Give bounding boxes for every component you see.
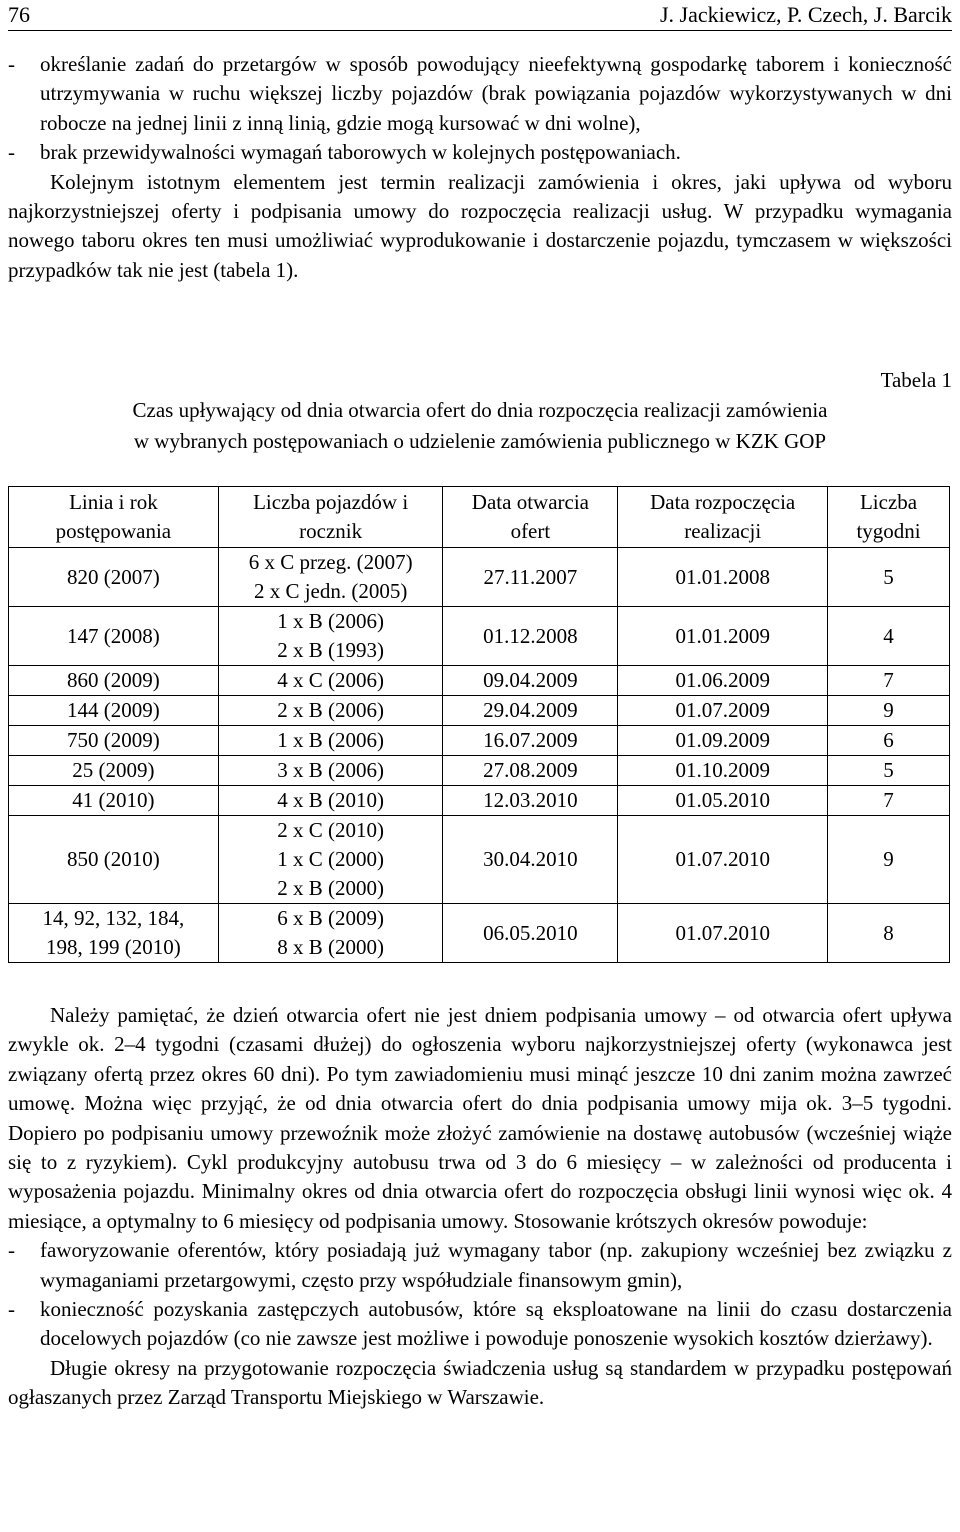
weeks-cell: 7 (828, 666, 950, 696)
vehicles-cell-line: 3 x B (2006) (277, 758, 385, 782)
line-cell-line: 147 (2008) (67, 623, 160, 648)
start-date-cell: 01.07.2009 (618, 696, 828, 726)
list-item-text: faworyzowanie oferentów, który posiadają już wymagany tabor (np. zakupiony wcześniej bez związku z wymaganiami przetargowymi, często przy współudziale finansowym gmin), (40, 1238, 952, 1292)
table-header-cell (828, 487, 950, 548)
vehicles-cell-line: 4 x B (2010) (277, 788, 385, 812)
table-row (9, 607, 950, 666)
paragraph: Długie okresy na przygotowanie rozpoczęcia świadczenia usług są standardem w przypadku postępowań ogłaszanych przez Zarząd Transportu Miejskiego w Warszawie. (8, 1355, 952, 1410)
weeks-cell: 9 (828, 816, 950, 904)
line-cell-line: 820 (2007) (67, 564, 160, 589)
vehicles-cell (218, 666, 443, 696)
table-header-cell (218, 487, 443, 548)
list-dash: - (8, 140, 15, 165)
start-date-cell: 01.07.2010 (618, 904, 828, 963)
table-row (9, 786, 950, 816)
table-row (9, 904, 950, 963)
header-line: postępowania (55, 519, 172, 543)
line-cell (9, 904, 219, 963)
vehicles-cell (218, 696, 443, 726)
line-cell-line: 41 (2010) (72, 788, 155, 812)
open-date-cell: 27.08.2009 (443, 756, 618, 786)
weeks-cell: 9 (828, 696, 950, 726)
table-header-cell (9, 487, 219, 548)
weeks-cell: 4 (828, 607, 950, 666)
weeks-cell: 5 (828, 548, 950, 607)
paragraph: Kolejnym istotnym elementem jest termin realizacji zamówienia i okres, jaki upływa od wyboru najkorzystniejszej oferty i podpisania umowy do rozpoczęcia realizacji usług. W przypadku wymagania nowego taboru okres ten musi umożliwiać wyprodukowanie i dostarczenie pojazdu, tymczasem w większości przypadków tak nie jest (tabela 1). (8, 169, 952, 282)
open-date-cell: 09.04.2009 (443, 666, 618, 696)
open-date-cell: 12.03.2010 (443, 786, 618, 816)
vehicles-cell-line: 2 x B (2006) (277, 698, 385, 722)
line-cell (9, 726, 219, 756)
header-line: Data rozpoczęcia (650, 490, 796, 514)
list-item-text: brak przewidywalności wymagań taborowych w kolejnych postępowaniach. (40, 140, 681, 165)
list-item (8, 1295, 952, 1354)
page-number: 76 (8, 2, 30, 27)
table-row (9, 666, 950, 696)
weeks-cell: 5 (828, 756, 950, 786)
vehicles-cell (218, 904, 443, 963)
table-header-row (9, 487, 950, 548)
header-line: realizacji (684, 519, 762, 543)
line-cell-line: 25 (2009) (72, 758, 155, 782)
header-line: rocznik (299, 519, 363, 543)
table-row (9, 816, 950, 904)
vehicles-cell-line: 2 x C jedn. (2005) (253, 579, 408, 603)
vehicles-cell-line: 2 x C (2010) (277, 818, 385, 842)
weeks-cell: 7 (828, 786, 950, 816)
discussion-section (8, 1001, 952, 1412)
data-table (8, 486, 950, 963)
running-authors: J. Jackiewicz, P. Czech, J. Barcik (659, 2, 952, 27)
header-line: Liczba pojazdów i (253, 490, 409, 514)
list-item-text: konieczność pozyskania zastępczych autobusów, które są eksploatowane na linii do czasu dostarczenia docelowych pojazdów (co nie zawsze jest możliwe i powoduje ponoszenie wysokich kosztów dzierżawy). (40, 1296, 952, 1351)
header-line: Liczba (859, 490, 918, 514)
vehicles-cell (218, 607, 443, 666)
start-date-cell: 01.05.2010 (618, 786, 828, 816)
list-item-text: określanie zadań do przetargów w sposób powodujący nieefektywną gospodarkę taborem i konieczność utrzymywania w ruchu większej liczby pojazdów (brak powiązania pojazdów wykorzystywanych w dni robocze na jednej linii z inną linią, gdzie mogą kursować w dni wolne), (40, 52, 952, 135)
weeks-cell: 8 (828, 904, 950, 963)
line-cell (9, 756, 219, 786)
line-cell-line: 144 (2009) (67, 698, 160, 722)
list-dash: - (8, 52, 15, 76)
line-cell-line: 860 (2009) (67, 668, 160, 692)
start-date-cell: 01.10.2009 (618, 756, 828, 786)
vehicles-cell-line: 6 x B (2009) (277, 906, 385, 930)
vehicles-cell-line: 2 x B (1993) (277, 638, 385, 662)
line-cell (9, 607, 219, 666)
intro-section (8, 50, 952, 285)
start-date-cell: 01.09.2009 (618, 726, 828, 756)
vehicles-cell (218, 548, 443, 607)
line-cell-line: 750 (2009) (67, 728, 160, 752)
open-date-cell: 06.05.2010 (443, 904, 618, 963)
header-line: Data otwarcia (471, 490, 589, 514)
vehicles-cell-line: 1 x B (2006) (277, 609, 385, 633)
vehicles-cell-line: 2 x B (2000) (277, 876, 385, 900)
table-header-cell (443, 487, 618, 548)
open-date-cell: 30.04.2010 (443, 816, 618, 904)
table-header-cell (618, 487, 828, 548)
start-date-cell: 01.01.2008 (618, 548, 828, 607)
vehicles-cell-line: 6 x C przeg. (2007) (248, 550, 413, 574)
vehicles-cell-line: 1 x B (2006) (277, 728, 385, 752)
vehicles-cell-line: 8 x B (2000) (277, 935, 385, 959)
open-date-cell: 29.04.2009 (443, 696, 618, 726)
list-item (8, 1236, 952, 1295)
list-item (8, 138, 952, 167)
vehicles-cell-line: 1 x C (2000) (277, 847, 385, 871)
line-cell-line: 198, 199 (2010) (46, 935, 181, 959)
line-cell (9, 816, 219, 904)
open-date-cell: 01.12.2008 (443, 607, 618, 666)
list-item (8, 50, 952, 138)
header-line: Linia i rok (69, 490, 158, 514)
start-date-cell: 01.07.2010 (618, 816, 828, 904)
start-date-cell: 01.06.2009 (618, 666, 828, 696)
line-cell-line: 850 (2010) (67, 847, 160, 871)
table-caption-line: w wybranych postępowaniach o udzielenie zamówienia publicznego w KZK GOP (133, 428, 827, 453)
vehicles-cell (218, 726, 443, 756)
line-cell (9, 666, 219, 696)
vehicles-cell (218, 786, 443, 816)
table-caption (8, 366, 952, 456)
line-cell-line: 14, 92, 132, 184, (42, 906, 185, 930)
line-cell (9, 696, 219, 726)
vehicles-cell (218, 816, 443, 904)
open-date-cell: 27.11.2007 (443, 548, 618, 607)
line-cell (9, 548, 219, 607)
table-caption-line: Czas upływający od dnia otwarcia ofert do dnia rozpoczęcia realizacji zamówienia (132, 398, 828, 423)
table-row (9, 726, 950, 756)
weeks-cell: 6 (828, 726, 950, 756)
start-date-cell: 01.01.2009 (618, 607, 828, 666)
table-row (9, 756, 950, 786)
header-line: ofert (510, 519, 551, 543)
list-dash: - (8, 1296, 15, 1321)
table-row (9, 696, 950, 726)
open-date-cell: 16.07.2009 (443, 726, 618, 756)
page-header (8, 0, 952, 31)
table-body (9, 548, 950, 963)
line-cell (9, 786, 219, 816)
header-line: tygodni (856, 519, 921, 543)
paragraph: Należy pamiętać, że dzień otwarcia ofert nie jest dniem podpisania umowy – od otwarcia ofert upływa zwykle ok. 2–4 tygodni (czasami dłużej) do ogłoszenia wyboru najkorzystniejszej oferty (wykonawca jest związany ofertą przez okres 60 dni). Po tym zawiadomieniu musi minąć jeszcze 10 dni zanim można zawrzeć umowę. Można więc przyjąć, że od dnia otwarcia ofert do dnia podpisania umowy mija ok. 3–5 tygodni. Dopiero po podpisaniu umowy przewoźnik może złożyć zamówienie na dostawę autobusów (wcześniej wiąże się to z ryzykiem). Cykl produkcyjny autobusu trwa od 3 do 6 miesięcy – w zależności od producenta i wyposażenia pojazdu. Minimalny okres od dnia otwarcia ofert do rozpoczęcia obsługi linii wynosi więc ok. 4 miesiące, a optymalny to 6 miesięcy od podpisania umowy. Stosowanie krótszych okresów powoduje: (8, 1003, 952, 1233)
vehicles-cell-line: 4 x C (2006) (277, 668, 385, 692)
list-dash: - (8, 1238, 15, 1263)
table-container (8, 486, 952, 963)
table-label: Tabela 1 (880, 368, 952, 392)
vehicles-cell (218, 756, 443, 786)
table-row (9, 548, 950, 607)
